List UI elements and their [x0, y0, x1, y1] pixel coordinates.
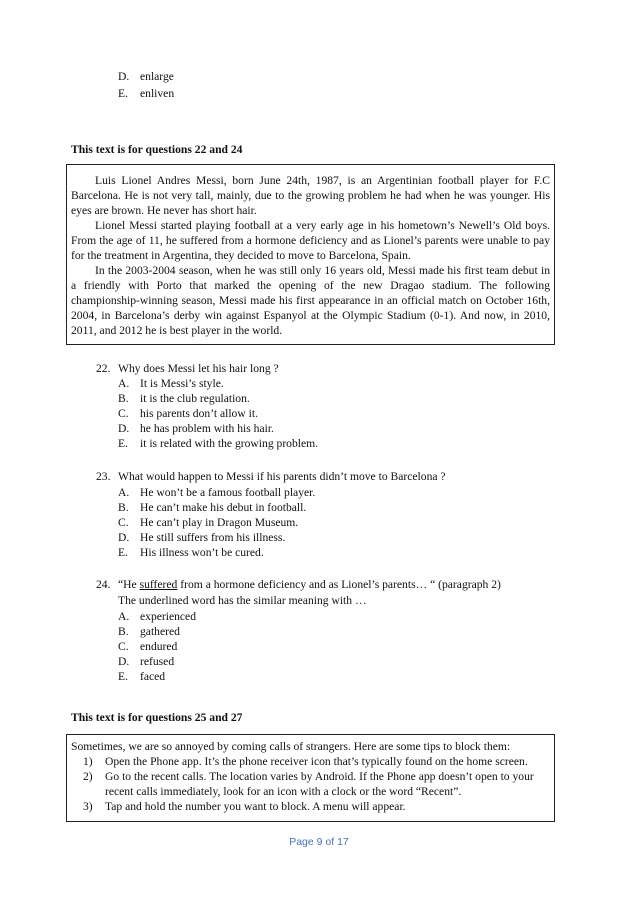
option-text: his parents don’t allow it.	[140, 407, 258, 420]
option-text: He still suffers from his illness.	[140, 531, 286, 544]
option-d	[118, 69, 174, 84]
passage-paragraph: Lionel Messi started playing football at a very early age in his hometown’s Newell’s Old boys. From the age of 11, he suffered from a hormone deficiency and as Lionel’s parents were unable to pay for the treatment in Argentina, they decided to move to Barcelona, Spain.	[71, 219, 550, 262]
option-text: enlarge	[140, 70, 174, 83]
underlined-word: suffered	[139, 578, 178, 591]
list-item	[83, 799, 550, 814]
option-b	[118, 500, 315, 515]
option-d	[118, 530, 315, 545]
reading-passage-box	[66, 164, 555, 345]
option-letter: D.	[118, 422, 130, 435]
question-number: 22.	[96, 362, 111, 375]
list-item	[83, 754, 550, 769]
option-text: He won’t be a famous football player.	[140, 486, 316, 499]
option-list	[118, 609, 196, 684]
option-text: endured	[140, 640, 178, 653]
question-23	[96, 469, 446, 484]
option-b	[118, 391, 318, 406]
step-text: Open the Phone app. It’s the phone receiver icon that’s typically found on the home screen.	[105, 755, 528, 768]
question-number: 24.	[96, 578, 111, 591]
option-c	[118, 406, 318, 421]
option-text: It is Messi’s style.	[140, 377, 224, 390]
option-text: it is the club regulation.	[140, 392, 250, 405]
option-letter: A.	[118, 486, 130, 499]
option-letter: A.	[118, 610, 130, 623]
section-heading: This text is for questions 22 and 24	[71, 143, 243, 156]
list-item	[83, 769, 550, 799]
option-letter: B.	[118, 392, 129, 405]
option-text: He can’t play in Dragon Museum.	[140, 516, 299, 529]
step-text: Go to the recent calls. The location varies by Android. If the Phone app doesn’t open to your recent calls immediately, look for an icon with a clock or the word “Recent”.	[105, 770, 534, 798]
option-c	[118, 639, 196, 654]
reading-passage-box	[66, 734, 555, 822]
passage-intro: Sometimes, we are so annoyed by coming calls of strangers. Here are some tips to block them:	[71, 740, 511, 753]
option-letter: A.	[118, 377, 130, 390]
passage-paragraph: Luis Lionel Andres Messi, born June 24th, 1987, is an Argentinian football player for F.C Barcelona. He is not very tall, mainly, due to the growing problem he had when he was younger. His eyes are brown. He never has short hair.	[71, 174, 550, 217]
option-a	[118, 376, 318, 391]
option-letter: D.	[118, 655, 130, 668]
option-letter: B.	[118, 501, 129, 514]
option-d	[118, 654, 196, 669]
section-heading: This text is for questions 25 and 27	[71, 711, 243, 724]
question-24	[96, 577, 501, 592]
option-letter: E.	[118, 546, 128, 559]
option-a	[118, 609, 196, 624]
option-letter: D.	[118, 531, 130, 544]
option-text: His illness won’t be cured.	[140, 546, 264, 559]
passage-paragraph: In the 2003-2004 season, when he was still only 16 years old, Messi made his first team debut in a friendly with Porto that marked the opening of the new Dragao stadium. The following championship-winning season, Messi made his first appearance in an official match on October 16th, 2004, in Barcelona’s derby win against Espanyol at the Olympic Stadium (0-1). And now, in 2010, 2011, and 2012 he is best player in the world.	[71, 264, 550, 337]
question-subtext: The underlined word has the similar meaning with …	[118, 594, 367, 607]
question-text-before: “He	[118, 578, 140, 591]
option-letter: E.	[118, 670, 128, 683]
question-text-after: from a hormone deficiency and as Lionel’s parents… “ (paragraph 2)	[177, 578, 501, 591]
option-text: gathered	[140, 625, 180, 638]
step-number: 3)	[83, 800, 93, 813]
option-text: experienced	[140, 610, 196, 623]
option-letter: C.	[118, 516, 129, 529]
option-a	[118, 485, 315, 500]
option-text: it is related with the growing problem.	[140, 437, 319, 450]
option-e	[118, 436, 318, 451]
step-text: Tap and hold the number you want to block. A menu will appear.	[105, 800, 406, 813]
option-b	[118, 624, 196, 639]
option-list	[118, 376, 318, 451]
option-letter: C.	[118, 640, 129, 653]
option-letter: B.	[118, 625, 129, 638]
option-e	[118, 545, 315, 560]
question-22	[96, 361, 279, 376]
question-text: What would happen to Messi if his parents didn’t move to Barcelona ?	[118, 470, 446, 483]
question-text: Why does Messi let his hair long ?	[118, 362, 279, 375]
step-number: 1)	[83, 755, 93, 768]
option-letter: C.	[118, 407, 129, 420]
option-text: enliven	[140, 87, 175, 100]
option-text: He can’t make his debut in football.	[140, 501, 307, 514]
step-number: 2)	[83, 770, 93, 783]
option-text: he has problem with his hair.	[140, 422, 274, 435]
steps-list	[71, 754, 550, 814]
option-letter: E.	[118, 437, 128, 450]
option-list	[118, 485, 315, 560]
option-d	[118, 421, 318, 436]
option-letter: E.	[118, 87, 128, 100]
option-text: refused	[140, 655, 175, 668]
option-e	[118, 86, 175, 101]
question-text	[118, 577, 501, 592]
question-number: 23.	[96, 470, 111, 483]
option-letter: D.	[118, 70, 130, 83]
page-number: Page 9 of 17	[289, 836, 349, 848]
option-e	[118, 669, 196, 684]
option-text: faced	[140, 670, 166, 683]
option-c	[118, 515, 315, 530]
